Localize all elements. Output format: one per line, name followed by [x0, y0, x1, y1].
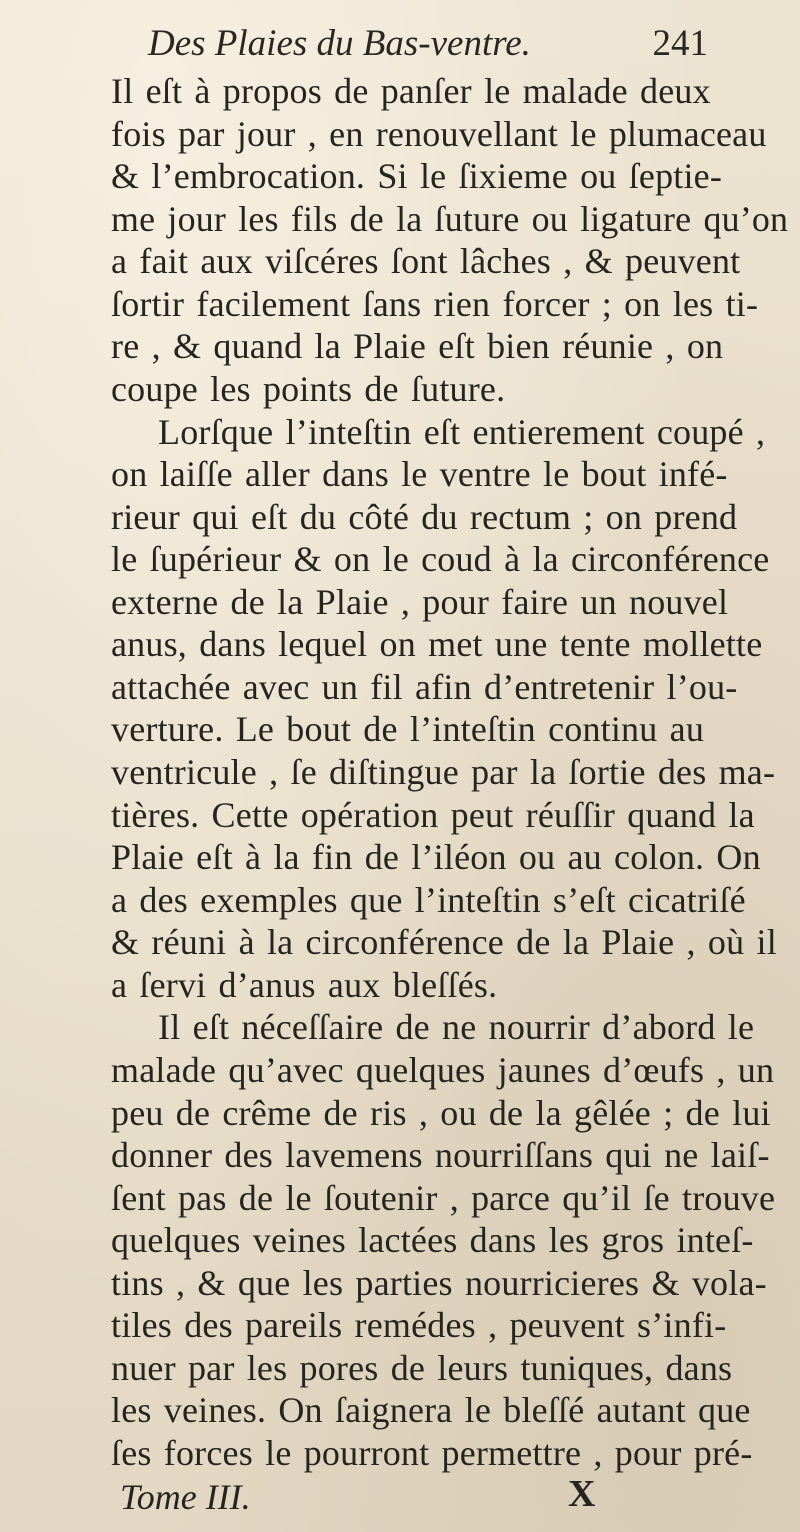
text-line: a ſervi d’anus aux bleſſés.	[111, 965, 498, 1005]
text-line: ſes forces le pourront permettre , pour pré-	[111, 1433, 753, 1473]
text-line: fois par jour , en renouvellant le plumaceau	[111, 114, 767, 154]
text-line: nuer par les pores de leurs tuniques, dans	[111, 1348, 733, 1388]
text-line: attachée avec un fil afin d’entretenir l’ou-	[111, 667, 738, 707]
text-line: anus, dans lequel on met une tente mollette	[111, 624, 763, 664]
text-line: externe de la Plaie , pour faire un nouvel	[111, 582, 729, 622]
text-line: quelques veines lactées dans les gros inteſ-	[111, 1220, 754, 1260]
text-line: tières. Cette opération peut réuſſir quand la	[111, 795, 755, 835]
text-line: & réuni à la circonférence de la Plaie , où il	[111, 922, 777, 962]
gathering-mark: X	[568, 1473, 596, 1515]
text-line: donner des lavemens nourriſſans qui ne laiſ-	[111, 1135, 770, 1175]
text-line: ſortir facilement ſans rien forcer ; on les ti-	[111, 284, 759, 324]
text-line: me jour les fils de la ſuture ou ligature qu’on	[111, 199, 789, 239]
text-line: peu de crême de ris , ou de la gêlée ; de lui	[111, 1093, 771, 1133]
text-line: Il eſt néceſſaire de ne nourrir d’abord le	[158, 1007, 755, 1047]
text-line: Lorſque l’inteſtin eſt entierement coupé ,	[158, 412, 766, 452]
text-line: a des exemples que l’inteſtin s’eſt cicatriſé	[111, 880, 746, 920]
text-line: le ſupérieur & on le coud à la circonférence	[111, 539, 770, 579]
text-line: on laiſſe aller dans le ventre le bout infé-	[111, 454, 728, 494]
text-line: a fait aux viſcéres ſont lâches , & peuvent	[111, 241, 741, 281]
text-line: malade qu’avec quelques jaunes d’œufs , un	[111, 1050, 775, 1090]
text-line: re , & quand la Plaie eſt bien réunie , on	[111, 326, 724, 366]
page-number: 241	[652, 23, 708, 64]
text-line: ſent pas de le ſoutenir , parce qu’il ſe trouve	[111, 1178, 776, 1218]
text-line: rieur qui eſt du côté du rectum ; on prend	[111, 497, 738, 537]
text-line: tins , & que les parties nourricieres & vola-	[111, 1263, 767, 1303]
running-header	[148, 22, 708, 65]
text-line: ventricule , ſe diſtingue par la ſortie des ma-	[111, 752, 776, 792]
text-line: & l’embrocation. Si le ſixieme ou ſeptie-	[111, 156, 723, 196]
text-line: coupe les points de ſuture.	[111, 369, 506, 409]
text-line: Il eſt à propos de panſer le malade deux	[111, 71, 711, 111]
text-line: verture. Le bout de l’inteſtin continu au	[111, 709, 705, 749]
text-line: les veines. On ſaignera le bleſſé autant que	[111, 1390, 751, 1430]
signature-mark: Tome III.	[120, 1477, 251, 1517]
text-line: Plaie eſt à la fin de l’iléon ou au colon. On	[111, 837, 761, 877]
text-line: tiles des pareils remédes , peuvent s’infi-	[111, 1305, 727, 1345]
running-title: Des Plaies du Bas-ventre.	[148, 23, 531, 64]
